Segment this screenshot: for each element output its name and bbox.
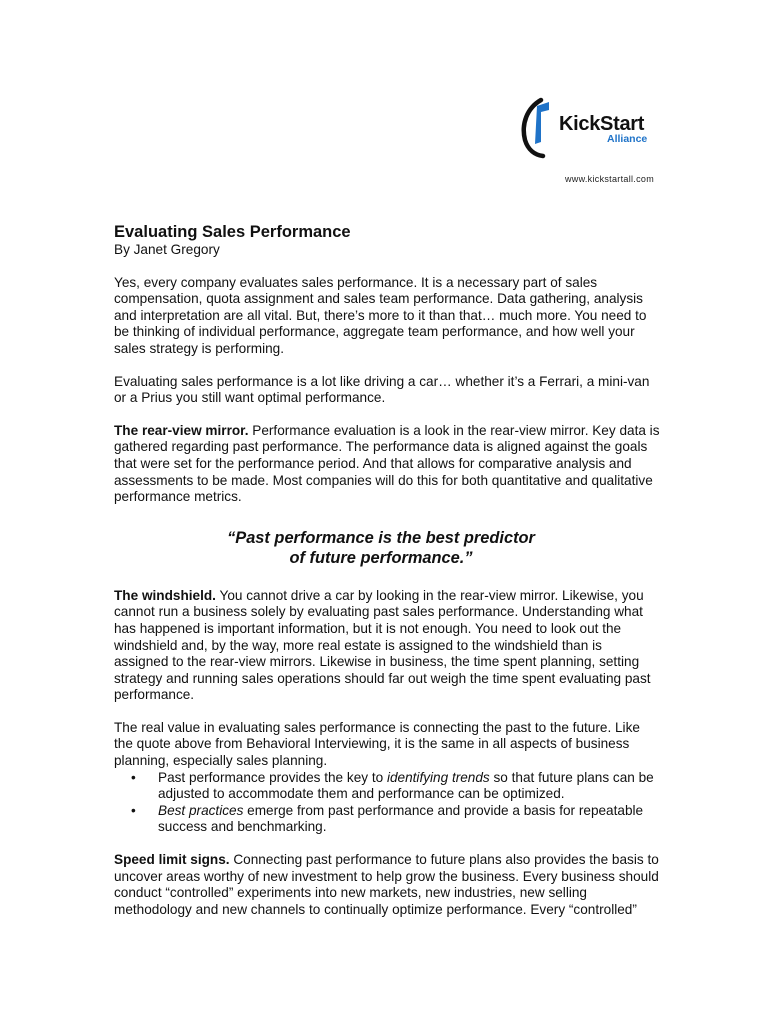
article-byline: By Janet Gregory [114,242,220,257]
article-body [114,222,660,934]
paragraph-speed-limit-signs [114,852,660,918]
paragraph-real-value: The real value in evaluating sales performance is connecting the past to the future. Like the quote above from Behavioral Interviewing, it is the same in all aspects of business planning, especially sales planning. [114,719,640,769]
pull-quote [114,528,660,568]
website-url: www.kickstartall.com [564,174,654,184]
bullet-text-after: so that future plans can be adjusted to accommodate them and performance can be optimized. [158,769,654,802]
bullet-icon: • [131,769,136,785]
bullet-emphasis: identifying trends [386,769,490,785]
paragraph-intro: Yes, every company evaluates sales performance. It is a necessary part of sales compensation, quota assignment and sales team performance. Data gathering, analysis and interpretation are all vital. But, there’s more to it than that… much more. You need to be thinking of individual performance, aggregate team performance, and how well your sales strategy is performing. [114,274,647,356]
article-title: Evaluating Sales Performance [114,223,351,241]
paragraph-text: Performance evaluation is a look in the rear-view mirror. Key data is gathered regarding past performance. The performance data is aligned against the goals that were set for the performance period. And that allows for comparative analysis and assessments to be made. Most companies will do this for both quantitative and qualitative performance metrics. [114,422,660,505]
paragraph-text: Connecting past performance to future plans also provides the basis to uncover areas worthy of new investment to help grow the business. Every business should conduct “controlled” experiments into new markets, new industries, new selling methodology and new channels to continually optimize performance. Every “controlled” [114,852,659,917]
bullet-icon: • [131,802,136,818]
bullet-list [114,770,660,836]
list-item [114,770,660,803]
paragraph-lead: Speed limit signs. [114,852,230,868]
bullet-text-after: emerge from past performance and provide a basis for repeatable success and benchmarking. [158,802,644,835]
kickstart-logo-mark [519,96,559,160]
paragraph-car-analogy: Evaluating sales performance is a lot like driving a car… whether it’s a Ferrari, a mini-van or a Prius you still want optimal performance. [114,373,650,406]
paragraph-rear-view-mirror [114,423,660,506]
pull-quote-line-1: “Past performance is the best predictor [227,528,535,547]
list-item [114,803,660,836]
brand-name: KickStart [559,113,645,135]
kickstart-logo [519,96,659,160]
paragraph-lead: The windshield. [114,587,216,603]
paragraph-windshield [114,588,660,704]
bullet-text-before: Past performance provides the key to [158,769,387,785]
brand-subname: Alliance [607,133,648,145]
paragraph-lead: The rear-view mirror. [114,422,249,438]
bullet-emphasis: Best practices [158,802,244,818]
paragraph-text: You cannot drive a car by looking in the rear-view mirror. Likewise, you cannot run a business solely by evaluating past sales performance. Understanding what has happened is important information, but it is not enough. You need to look out the windshield and, by the way, more real estate is assigned to the windshield than is assigned to the rear-view mirrors. Likewise in business, the time spent planning, setting strategy and running sales operations should far out weigh the time spent evaluating past performance. [114,587,651,703]
pull-quote-line-2: of future performance.” [289,548,473,567]
